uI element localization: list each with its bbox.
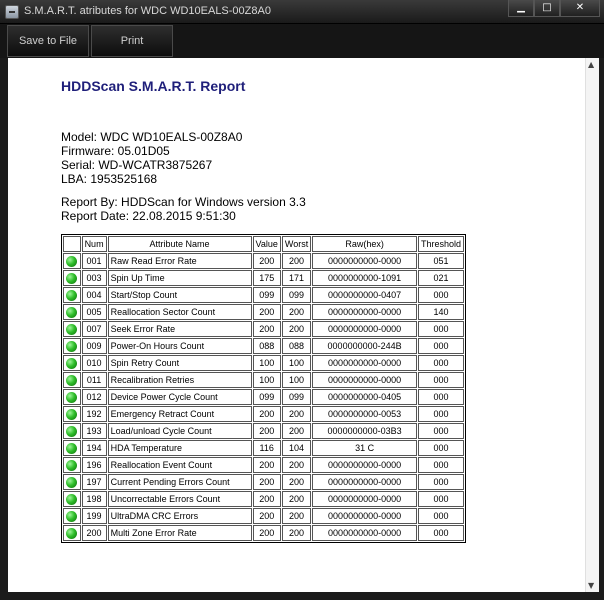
status-cell — [63, 474, 81, 490]
value-cell: 200 — [253, 423, 281, 439]
vertical-scrollbar[interactable] — [585, 58, 599, 592]
status-ok-icon — [66, 307, 77, 318]
threshold-cell: 021 — [418, 270, 464, 286]
table-row — [63, 287, 464, 303]
num-cell: 193 — [82, 423, 107, 439]
num-cell: 197 — [82, 474, 107, 490]
raw-cell: 0000000000-0000 — [312, 372, 417, 388]
table-row — [63, 491, 464, 507]
window-title: S.M.A.R.T. atributes for WDC WD10EALS-00Z8A0 — [24, 5, 271, 17]
table-row — [63, 389, 464, 405]
num-cell: 003 — [82, 270, 107, 286]
raw-cell: 0000000000-0405 — [312, 389, 417, 405]
attribute-name-cell: Device Power Cycle Count — [108, 389, 252, 405]
table-row — [63, 355, 464, 371]
title-bar — [0, 0, 604, 24]
status-cell — [63, 389, 81, 405]
raw-cell: 0000000000-0000 — [312, 474, 417, 490]
worst-cell: 200 — [282, 457, 311, 473]
status-ok-icon — [66, 528, 77, 539]
report-date-text: Report Date: 22.08.2015 9:51:30 — [61, 209, 236, 223]
status-cell — [63, 423, 81, 439]
attribute-name-cell: Seek Error Rate — [108, 321, 252, 337]
header-threshold: Threshold — [418, 236, 464, 252]
raw-cell: 0000000000-1091 — [312, 270, 417, 286]
num-cell: 194 — [82, 440, 107, 456]
raw-cell: 0000000000-0000 — [312, 457, 417, 473]
raw-cell: 0000000000-0000 — [312, 491, 417, 507]
status-ok-icon — [66, 290, 77, 301]
status-ok-icon — [66, 460, 77, 471]
raw-cell: 0000000000-0000 — [312, 304, 417, 320]
status-ok-icon — [66, 256, 77, 267]
attribute-name-cell: Spin Retry Count — [108, 355, 252, 371]
threshold-cell: 000 — [418, 508, 464, 524]
value-cell: 099 — [253, 389, 281, 405]
num-cell: 010 — [82, 355, 107, 371]
close-button[interactable]: ✕ — [560, 0, 600, 17]
status-cell — [63, 508, 81, 524]
num-cell: 192 — [82, 406, 107, 422]
raw-cell: 0000000000-03B3 — [312, 423, 417, 439]
table-row — [63, 474, 464, 490]
status-cell — [63, 321, 81, 337]
attribute-name-cell: Emergency Retract Count — [108, 406, 252, 422]
save-to-file-button[interactable]: Save to File — [7, 25, 89, 57]
header-value: Value — [253, 236, 281, 252]
threshold-cell: 000 — [418, 338, 464, 354]
threshold-cell: 000 — [418, 474, 464, 490]
threshold-cell: 000 — [418, 355, 464, 371]
num-cell: 012 — [82, 389, 107, 405]
report-by-text: Report By: HDDScan for Windows version 3.3 — [61, 195, 306, 209]
attribute-name-cell: Raw Read Error Rate — [108, 253, 252, 269]
table-row — [63, 270, 464, 286]
num-cell: 196 — [82, 457, 107, 473]
threshold-cell: 000 — [418, 406, 464, 422]
lba-text: LBA: 1953525168 — [61, 172, 158, 186]
table-row — [63, 304, 464, 320]
num-cell: 005 — [82, 304, 107, 320]
num-cell: 007 — [82, 321, 107, 337]
attribute-name-cell: Reallocation Sector Count — [108, 304, 252, 320]
value-cell: 200 — [253, 491, 281, 507]
worst-cell: 200 — [282, 491, 311, 507]
raw-cell: 0000000000-0000 — [312, 508, 417, 524]
status-ok-icon — [66, 392, 77, 403]
scroll-down-icon[interactable]: ▼ — [588, 581, 595, 590]
attribute-name-cell: Multi Zone Error Rate — [108, 525, 252, 541]
attribute-name-cell: Power-On Hours Count — [108, 338, 252, 354]
table-row — [63, 525, 464, 541]
model-text: Model: WDC WD10EALS-00Z8A0 — [61, 130, 243, 144]
value-cell: 200 — [253, 253, 281, 269]
value-cell: 116 — [253, 440, 281, 456]
status-cell — [63, 491, 81, 507]
status-cell — [63, 525, 81, 541]
status-ok-icon — [66, 358, 77, 369]
num-cell: 001 — [82, 253, 107, 269]
attribute-name-cell: Spin Up Time — [108, 270, 252, 286]
report-title: HDDScan S.M.A.R.T. Report — [61, 78, 246, 94]
attribute-name-cell: Start/Stop Count — [108, 287, 252, 303]
raw-cell: 0000000000-0407 — [312, 287, 417, 303]
value-cell: 200 — [253, 474, 281, 490]
table-row — [63, 508, 464, 524]
num-cell: 004 — [82, 287, 107, 303]
worst-cell: 099 — [282, 389, 311, 405]
status-ok-icon — [66, 477, 77, 488]
raw-cell: 31 C — [312, 440, 417, 456]
attribute-name-cell: Recalibration Retries — [108, 372, 252, 388]
status-ok-icon — [66, 341, 77, 352]
worst-cell: 200 — [282, 423, 311, 439]
worst-cell: 104 — [282, 440, 311, 456]
status-ok-icon — [66, 443, 77, 454]
worst-cell: 100 — [282, 355, 311, 371]
scroll-up-icon[interactable]: ▲ — [588, 60, 595, 69]
table-row — [63, 406, 464, 422]
threshold-cell: 000 — [418, 423, 464, 439]
threshold-cell: 140 — [418, 304, 464, 320]
threshold-cell: 000 — [418, 491, 464, 507]
header-status — [63, 236, 81, 252]
smart-table — [61, 234, 466, 543]
attribute-name-cell: Uncorrectable Errors Count — [108, 491, 252, 507]
table-header-row — [63, 236, 464, 252]
worst-cell: 200 — [282, 508, 311, 524]
threshold-cell: 000 — [418, 440, 464, 456]
status-ok-icon — [66, 409, 77, 420]
raw-cell: 0000000000-0053 — [312, 406, 417, 422]
status-cell — [63, 287, 81, 303]
serial-text: Serial: WD-WCATR3875267 — [61, 158, 213, 172]
value-cell: 200 — [253, 525, 281, 541]
attribute-name-cell: Load/unload Cycle Count — [108, 423, 252, 439]
threshold-cell: 000 — [418, 389, 464, 405]
header-raw: Raw(hex) — [312, 236, 417, 252]
worst-cell: 200 — [282, 321, 311, 337]
status-cell — [63, 338, 81, 354]
raw-cell: 0000000000-0000 — [312, 355, 417, 371]
report-view — [8, 58, 585, 592]
worst-cell: 088 — [282, 338, 311, 354]
attribute-name-cell: Reallocation Event Count — [108, 457, 252, 473]
status-cell — [63, 304, 81, 320]
status-cell — [63, 372, 81, 388]
raw-cell: 0000000000-0000 — [312, 321, 417, 337]
status-ok-icon — [66, 375, 77, 386]
toolbar — [0, 24, 604, 58]
raw-cell: 0000000000-0000 — [312, 525, 417, 541]
value-cell: 200 — [253, 304, 281, 320]
num-cell: 198 — [82, 491, 107, 507]
status-cell — [63, 355, 81, 371]
value-cell: 099 — [253, 287, 281, 303]
status-cell — [63, 457, 81, 473]
num-cell: 200 — [82, 525, 107, 541]
threshold-cell: 000 — [418, 372, 464, 388]
table-row — [63, 253, 464, 269]
attribute-name-cell: UltraDMA CRC Errors — [108, 508, 252, 524]
header-attribute-name: Attribute Name — [108, 236, 252, 252]
threshold-cell: 000 — [418, 321, 464, 337]
drive-info — [61, 130, 242, 186]
header-worst: Worst — [282, 236, 311, 252]
status-ok-icon — [66, 324, 77, 335]
table-row — [63, 321, 464, 337]
status-ok-icon — [66, 511, 77, 522]
window-controls — [508, 0, 600, 17]
status-cell — [63, 440, 81, 456]
table-row — [63, 423, 464, 439]
firmware-text: Firmware: 05.01D05 — [61, 144, 170, 158]
value-cell: 100 — [253, 372, 281, 388]
maximize-button[interactable]: □ — [534, 0, 560, 17]
value-cell: 200 — [253, 406, 281, 422]
worst-cell: 099 — [282, 287, 311, 303]
attribute-name-cell: HDA Temperature — [108, 440, 252, 456]
threshold-cell: 051 — [418, 253, 464, 269]
value-cell: 100 — [253, 355, 281, 371]
worst-cell: 171 — [282, 270, 311, 286]
worst-cell: 200 — [282, 253, 311, 269]
worst-cell: 100 — [282, 372, 311, 388]
raw-cell: 0000000000-0000 — [312, 253, 417, 269]
worst-cell: 200 — [282, 525, 311, 541]
minimize-button[interactable]: ▁ — [508, 0, 534, 17]
value-cell: 200 — [253, 321, 281, 337]
drive-icon — [5, 5, 19, 19]
threshold-cell: 000 — [418, 525, 464, 541]
print-button[interactable]: Print — [91, 25, 173, 57]
status-cell — [63, 253, 81, 269]
status-ok-icon — [66, 273, 77, 284]
report-meta — [61, 195, 306, 223]
worst-cell: 200 — [282, 304, 311, 320]
worst-cell: 200 — [282, 474, 311, 490]
value-cell: 200 — [253, 508, 281, 524]
table-row — [63, 457, 464, 473]
threshold-cell: 000 — [418, 287, 464, 303]
header-num: Num — [82, 236, 107, 252]
num-cell: 011 — [82, 372, 107, 388]
table-row — [63, 338, 464, 354]
worst-cell: 200 — [282, 406, 311, 422]
raw-cell: 0000000000-244B — [312, 338, 417, 354]
threshold-cell: 000 — [418, 457, 464, 473]
attribute-name-cell: Current Pending Errors Count — [108, 474, 252, 490]
table-row — [63, 440, 464, 456]
value-cell: 175 — [253, 270, 281, 286]
num-cell: 009 — [82, 338, 107, 354]
num-cell: 199 — [82, 508, 107, 524]
status-ok-icon — [66, 494, 77, 505]
value-cell: 200 — [253, 457, 281, 473]
status-ok-icon — [66, 426, 77, 437]
table-row — [63, 372, 464, 388]
value-cell: 088 — [253, 338, 281, 354]
status-cell — [63, 270, 81, 286]
status-cell — [63, 406, 81, 422]
